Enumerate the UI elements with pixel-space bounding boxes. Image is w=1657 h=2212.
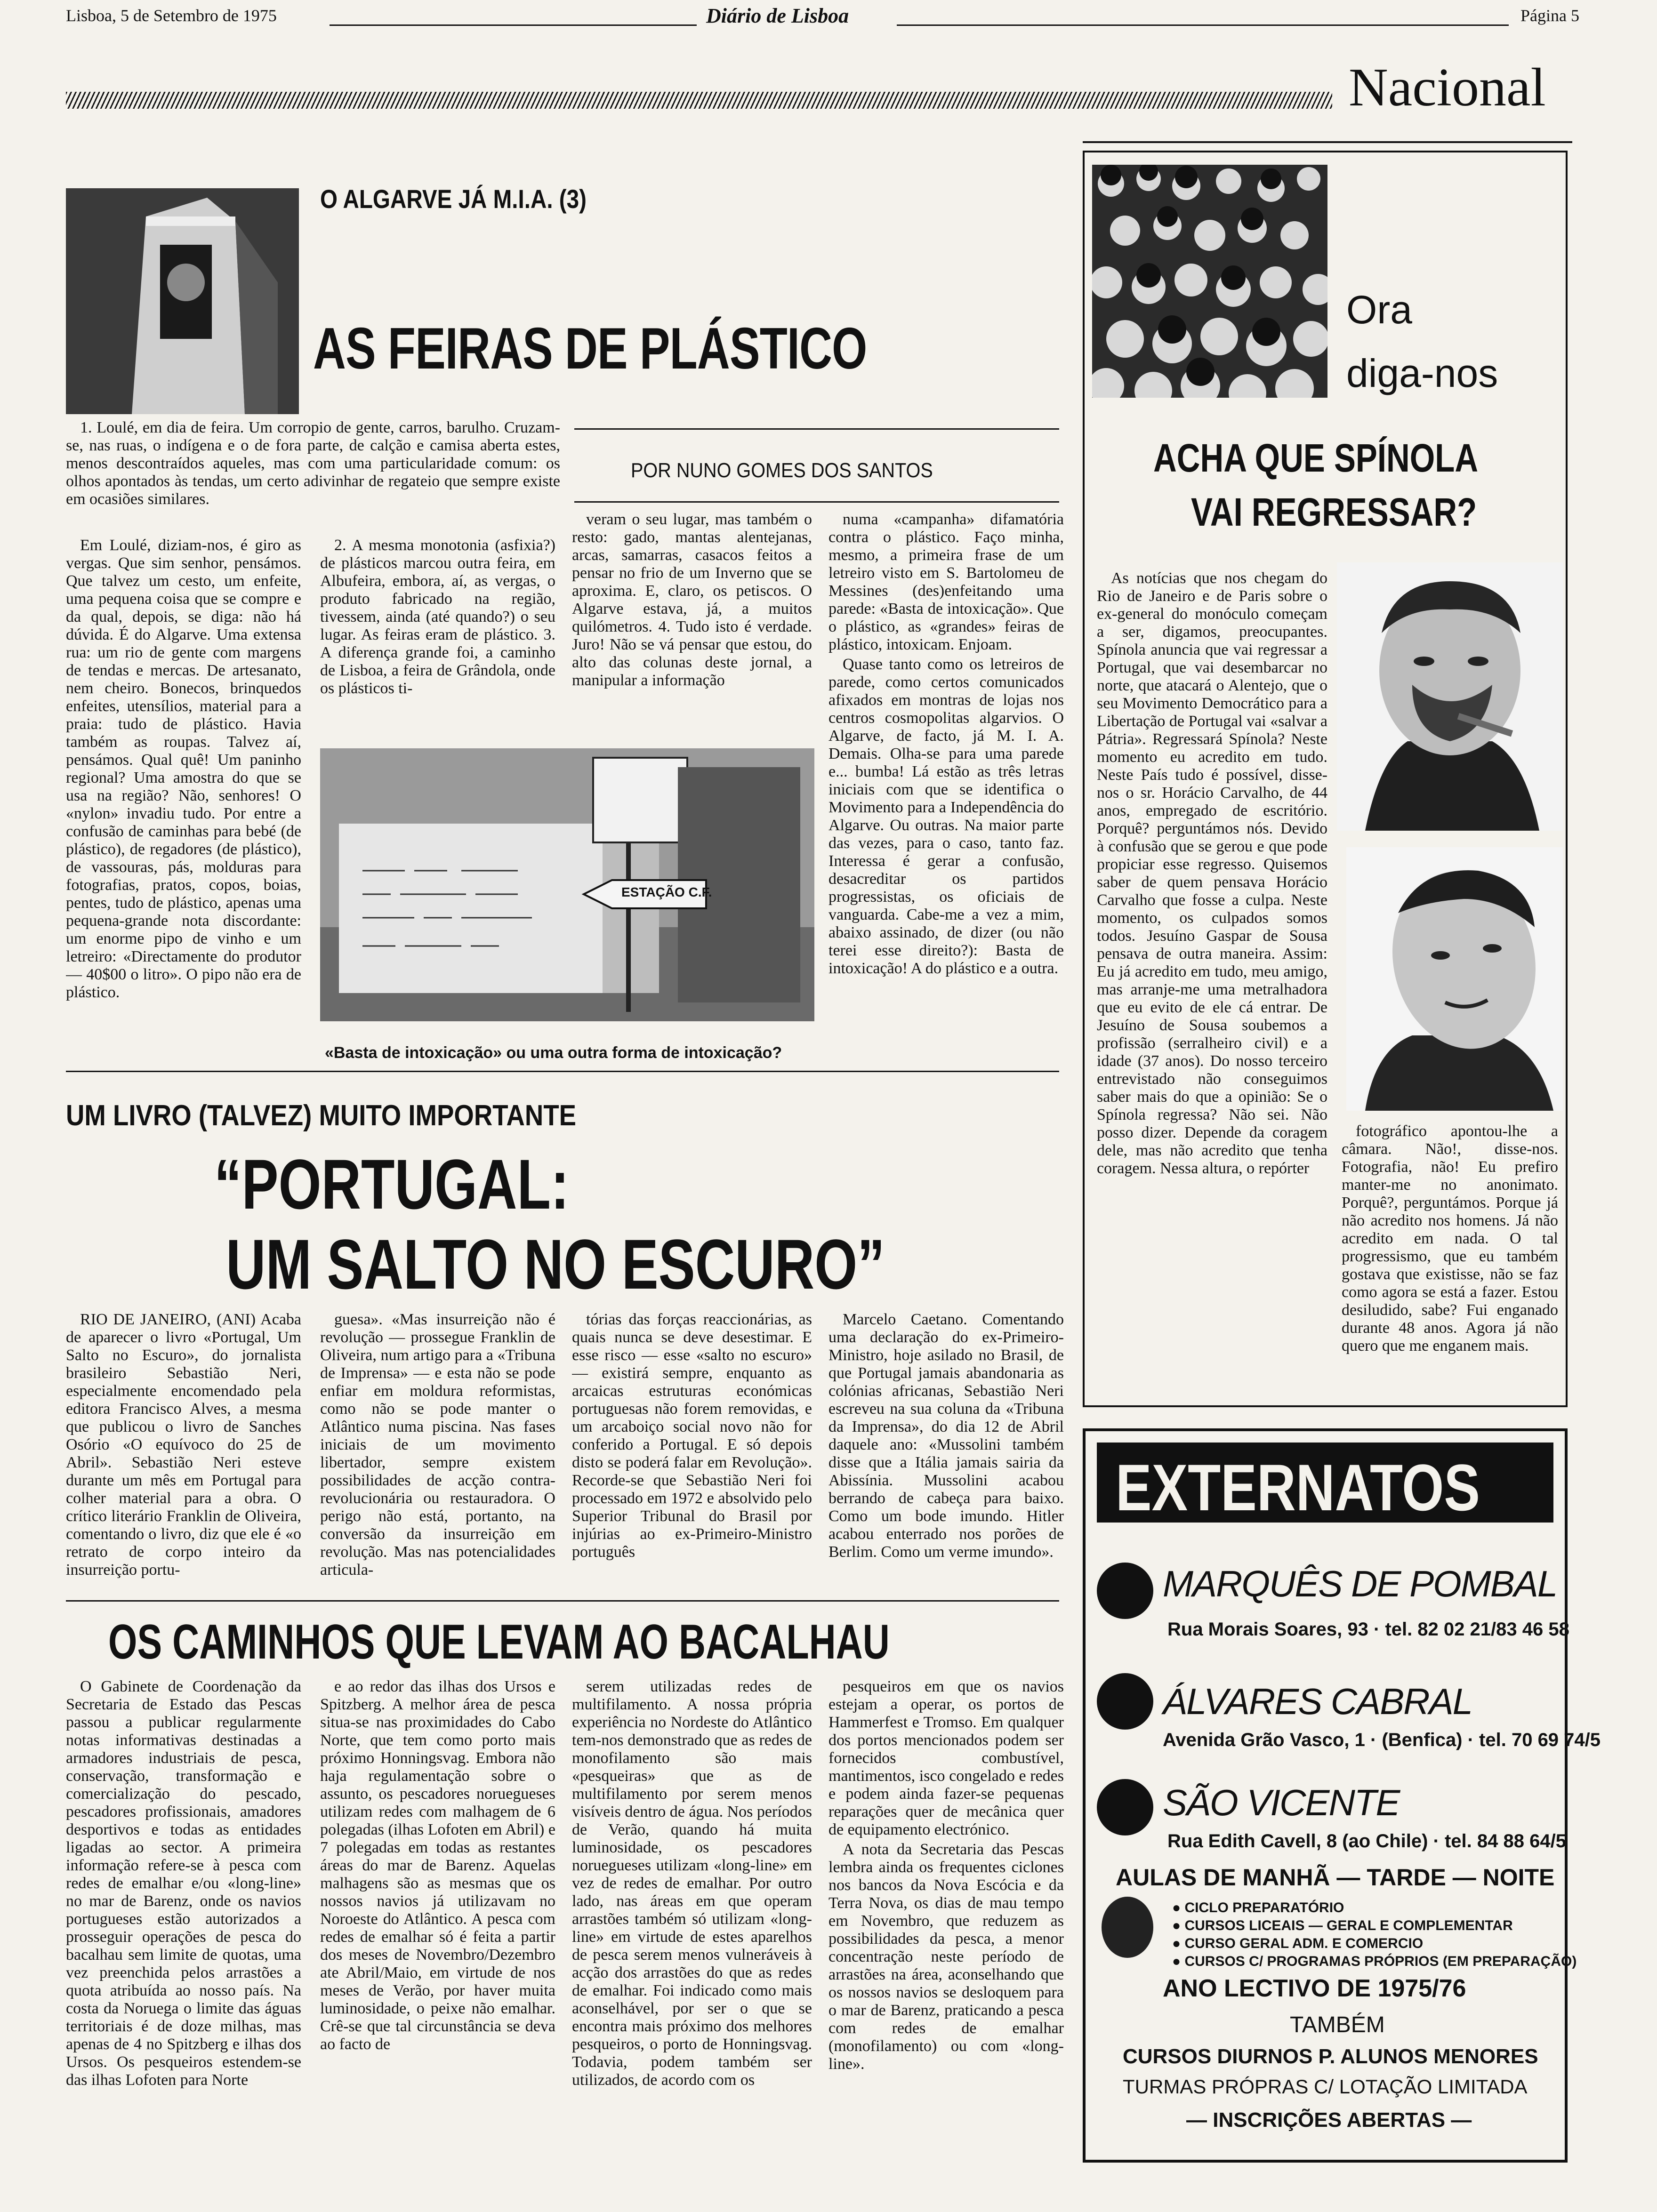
ora-title-line2: diga-nos — [1346, 351, 1498, 395]
livro-col1 — [66, 1311, 301, 1593]
bacalhau-col1-text: O Gabinete de Coordenação da Secretaria de Estado das Pescas passou a publicar regularmente notas informativas destinadas a armadores industriais de pesca, conservação, transformação e comercialização do pescado, pescadores profissionais, amadores desportivos e todas as entidades ligadas ao sector. A primeira informação refere-se à pesca com redes de emalhar e/ou «long-line» no mar de Barenz, onde os navios portugueses estão autorizados a prosseguir operações de pesca do bacalhau sem limite de quotas, uma vez preenchida pelos arrastões a quota atribuída ao nosso país. Na costa da Noruega o limite das águas territoriais é de doze milhas, mas apenas de 4 no Spitzberg e ilhas dos Ursos. Os pesqueiros estendem-se das ilhas Lofoten para Norte — [66, 1678, 301, 2089]
livro-kicker: UM LIVRO (TALVEZ) MUITO IMPORTANTE — [66, 1099, 577, 1132]
school3-name: SÃO VICENTE — [1163, 1782, 1400, 1823]
school2-name: ÁLVARES CABRAL — [1163, 1681, 1472, 1722]
course-item-label: CURSOS LICEAIS — GERAL E COMPLEMENTAR — [1184, 1918, 1513, 1933]
school1-address: Rua Morais Soares, 93 · tel. 82 02 21/83 46 58 — [1167, 1619, 1569, 1640]
livro-col4 — [828, 1311, 1064, 1593]
ora-col1 — [1097, 569, 1327, 1398]
school2-address: Avenida Grão Vasco, 1 · (Benfica) · tel. 70 69 74/5 — [1163, 1730, 1601, 1750]
graffiti-photo — [320, 748, 814, 1021]
inscricoes-abertas: — INSCRIÇÕES ABERTAS — — [1186, 2108, 1472, 2132]
cursos-diurnos: CURSOS DIURNOS P. ALUNOS MENORES — [1123, 2045, 1538, 2068]
bacalhau-title: OS CAMINHOS QUE LEVAM AO BACALHAU — [108, 1615, 890, 1669]
man-looking-up-photo — [1346, 847, 1563, 1111]
livro-bottom-rule — [66, 1600, 1059, 1602]
byline-rule-bottom — [574, 501, 1059, 503]
livro-col1-text: RIO DE JANEIRO, (ANI) Acaba de aparecer o livro «Portugal, Um Salto no Escuro», do jornalista brasileiro Sebastião Neri, especialmente encomendado pela editora Francisco Alves, a mesma que publicou o livro de Sanches Osório «O equívoco do 25 de Abril». Sebastião Neri esteve durante um mês em Portugal para colher material para a obra. O crítico literário Franklin de Oliveira, comentando o livro, diz que ele é «o retrato de corpo inteiro da insurreição portu- — [66, 1311, 301, 1579]
algarve-col2 — [320, 537, 555, 744]
man-with-cigar-photo — [1337, 562, 1563, 831]
bacalhau-col2-text: e ao redor das ilhas dos Ursos e Spitzberg. A melhor área de pesca situa-se nas proximidades do Cabo Norte, que tem como porto mais próximo Honningsvag. Embora não haja regulamentação sobre o assunto, os pescadores noruegueses utilizam redes com malhagem de 6 polegadas (ilhas Lofoten em Abril) e 7 polegadas em todas as restantes áreas do mar de Barenz. Aquelas malhagens são as mesmas que os nossos navios já utilizavam no Noroeste do Atlântico. A pesca com redes de emalhar só é feita a partir dos meses de Novembro/Dezembro ate Abril/Maio, em virtude de nos meses de Verão, por haver muita luminosidade, o peixe não emalhar. Crê-se que tal circunstância se deva ao facto de — [320, 1678, 555, 2053]
livro-col4-text: Marcelo Caetano. Comentando uma declaração do ex-Primeiro-Ministro, hoje asilado no Brasil, de que Portugal jamais abandonaria as colónias africanas, Sebastião Neri escreveu na sua coluna da «Tribuna da Imprensa», do dia 12 de Abril daquele ano: «Mussolini também disse que a Itália jamais sairia da Abissínia. Mussolini acabou berrando de cabeça para baixo. Como um bode imundo. Hitler acabou enterrado nos porões de Berlim. Como um verme imundo». — [828, 1311, 1064, 1561]
ora-question-line2: VAI REGRESSAR? — [1191, 490, 1477, 534]
tower-photo — [66, 188, 299, 414]
course-item: ● CURSOS LICEAIS — GERAL E COMPLEMENTAR — [1172, 1918, 1513, 1933]
algarve-kicker: O ALGARVE JÁ M.I.A. (3) — [320, 184, 587, 214]
turmas-proprias: TURMAS PRÓPRAS C/ LOTAÇÃO LIMITADA — [1123, 2076, 1528, 2098]
course-item: ● CICLO PREPARATÓRIO — [1172, 1900, 1344, 1915]
emblem-icon — [1102, 1897, 1153, 1958]
algarve-title: AS FEIRAS DE PLÁSTICO — [313, 316, 867, 381]
bacalhau-col4a-text: pesqueiros em que os navios estejam a operar, os portos de Hammerfest e Tromso. Em qualquer dos portos mencionados podem ser fornecidos combustível, mantimentos, isco congelado e redes e podem ainda fazer-se pequenas reparações quer de mecânica quer de equipamento electrónico. — [828, 1678, 1064, 1838]
algarve-lead — [66, 419, 560, 522]
school3-address: Rua Edith Cavell, 8 (ao Chile) · tel. 84 88 64/5 — [1167, 1831, 1566, 1851]
algarve-lead-text: 1. Loulé, em dia de feira. Um corropio de gente, carros, barulho. Cruzam-se, nas ruas, o indígena e o de fora parte, de calção e camisa aberta estes, menos descontraídos aqueles, mas com uma particularidade comum: os olhos apontados às tendas, um certo adivinhar de regateio que sempre existe em ocasiões similares. — [66, 419, 560, 508]
algarve-col3-text: veram o seu lugar, mas também o resto: gado, mantas alentejanas, arcas, samarras, casacos feitos a pensar no frio de um Inverno que se aproxima. E, claro, os petiscos. O Algarve estava, já, a muitos quilómetros. 4. Tudo isto é verdade. Juro! Não se vá pensar que estou, do alto das colunas deste jornal, a manipular a informação — [572, 511, 812, 689]
crowd-photo — [1092, 165, 1327, 398]
alvares-cabral-logo-icon — [1097, 1673, 1153, 1730]
algarve-col3 — [572, 511, 812, 746]
course-item-label: CURSOS C/ PROGRAMAS PRÓPRIOS (EM PREPARAÇÃO) — [1184, 1954, 1577, 1969]
byline-rule-top — [574, 428, 1059, 430]
sao-vicente-logo-icon — [1097, 1779, 1153, 1835]
algarve-byline: POR NUNO GOMES DOS SANTOS — [631, 459, 933, 482]
livro-title-line2: UM SALTO NO ESCURO” — [226, 1225, 885, 1304]
masthead-rule-right — [897, 24, 1509, 26]
masthead-page: Página 5 — [1520, 6, 1579, 25]
algarve-col1 — [66, 537, 301, 1064]
externatos-title: EXTERNATOS — [1116, 1451, 1480, 1524]
algarve-col1-text: Em Loulé, diziam-nos, é giro as vergas. Que sim senhor, pensámos. Que talvez um cesto, um enfeite, uma pequena coisa que se compre e da qual, depois, se diga: não há dúvida. É do Algarve. Uma extensa rua: um rio de gente com margens de tendas e mercas. De artesanato, nem cheiro. Bonecos, brinquedos enfeites, utensílios, material para a praia: tudo de plástico. Havia também as roupas. Talvez aí, pensámos. Qual quê! Um paninho regional? Uma amostra do que se usa na região? Não, senhores! O «nylon» invadiu tudo. Por entre a confusão de caminhas para bebé (de plástico), de regadores (de plástico), de vassouras, pás, molduras para fotografias, pratos, copos, boias, pentes, tudo de plástico, apenas uma pequena-grande nota discordante: um enorme pipo de vinho e um letreiro: «Directamente do produtor — 40$00 o litro». O pipo não era de plástico. — [66, 537, 301, 1001]
ora-title-line1: Ora — [1346, 288, 1413, 332]
course-item-label: CURSO GERAL ADM. E COMERCIO — [1184, 1936, 1424, 1951]
algarve-col4a-text: numa «campanha» difamatória contra o plástico. Faço minha, mesmo, a primeira frase de um letreiro visto em S. Bartolomeu de Messines (des)enfeitando uma parede: «Basta de intoxicação». Que o plástico, as «grandes» feiras de plástico, intoxicam. Enjoam. — [828, 511, 1064, 653]
livro-title-line1: “PORTUGAL: — [214, 1145, 569, 1224]
masthead-rule — [330, 24, 697, 26]
bacalhau-col3-text: serem utilizadas redes de multifilamento. A nossa própria experiência no Nordeste do Atlântico tem-nos demonstrado que as redes de monofilamento são mais «pesqueiras» que as de multifilamento por serem menos visíveis dentro de água. Nos períodos de Verão, quando há muita luminosidade, os pescadores noruegueses utilizam «long-line» em vez de redes de emalhar. Por outro lado, nas áreas em que operam arrastões também só utilizam «long-line» em virtude de estes aparelhos de pesca serem menos vulneráveis à acção dos arrastões do que as redes de emalhar. Foi indicado como mais aconselhável, por ser o que se encontra mais próximo dos melhores pesqueiros, o porto de Honningsvag. Todavia, podem também ser utilizados, de acordo com os — [572, 1678, 812, 2089]
ora-col1-text: As notícias que nos chegam do Rio de Janeiro e de Paris sobre o ex-general do monóculo começam a ser, digamos, preocupantes. Spínola anuncia que vai regressar a Portugal, que vai desembarcar no norte, que atacará o Alentejo, que o seu Movimento Democrático para a Libertação de Portugal vai «salvar a Pátria». Regressará Spínola? Neste momento eu acredito em tudo. Neste País tudo é possível, disse-nos o sr. Horácio Carvalho, de 44 anos, empregado de escritório. Porquê? perguntámos nós. Devido à confusão que se gerou e que pode propiciar esse regresso. Quisemos saber de quem pensava Horácio Carvalho que fosse a culpa. Neste momento, os culpados somos todos. Jesuíno Gaspar de Sousa pensava de outra maneira. Assim: Eu já acredito em tudo, meu amigo, mas arranje-me uma metralhadora que eu evito de ele cá entrar. De Jesuíno de Sousa soubemos a profissão (serralheiro civil) e a idade (37 anos). Do nosso terceiro entrevistado não conseguimos saber mais do que a opinião: Se o Spínola regressa? Não sei. Não posso dizer. Depende da coragem dele, mas não acredito que tenha coragem. Nessa altura, o repórter — [1097, 569, 1327, 1177]
section-rule — [1083, 141, 1572, 143]
livro-col2-text: guesa». «Mas insurreição não é revolução — prossegue Franklin de Oliveira, num artigo para a «Tribuna de Imprensa» — e esta não se pode enfiar em moldura reformistas, como não se pode manter o Atlântico numa piscina. Nas fases iniciais de um movimento libertador, sempre existem possibilidades de acção contra-revolucionária ou restauradora. O perigo não está, portanto, na conversão da insurreição em revolução. Mas nas potencialidades articula- — [320, 1311, 555, 1579]
section-hatch-band — [66, 92, 1332, 109]
school1-name: MARQUÊS DE POMBAL — [1163, 1563, 1557, 1604]
livro-col2 — [320, 1311, 555, 1593]
masthead-date: Lisboa, 5 de Setembro de 1975 — [66, 6, 277, 25]
bacalhau-col3 — [572, 1678, 812, 2191]
bacalhau-col1 — [66, 1678, 301, 2191]
livro-col3-text: tórias das forças reaccionárias, as quais nunca se deve desestimar. E esse risco — esse «salto no escuro» — existirá sempre, enquanto as arcaicas estruturas económicas portuguesas não forem removidas, e um arcaboiço social novo não for conferido a Portugal. E só depois disto se poderá falar em Revolução». Recorde-se que Sebastião Neri foi processado em 1972 e absolvido pelo Superior Tribunal do Brasil por injúrias ao ex-Primeiro-Ministro português — [572, 1311, 812, 1561]
courses-list — [1172, 1899, 1577, 1971]
tambem: TAMBÉM — [1290, 2012, 1385, 2037]
bacalhau-col2 — [320, 1678, 555, 2191]
algarve-col2-text: 2. A mesma monotonia (asfixia?) de plásticos marcou outra feira, em Albufeira, embora, aí, as vergas, o produto fabricado na região, tivessem, ainda (até quando?) o seu lugar. As feiras eram de plástico. 3. A diferença grande foi, a caminho de Lisboa, a feira de Grândola, onde os plásticos ti- — [320, 537, 555, 697]
course-item: ● CURSOS C/ PROGRAMAS PRÓPRIOS (EM PREPARAÇÃO) — [1172, 1954, 1577, 1969]
course-item-label: CICLO PREPARATÓRIO — [1184, 1900, 1344, 1915]
station-sign-text: ESTAÇÃO C.F. — [621, 885, 712, 899]
section-title: Nacional — [1349, 57, 1546, 118]
algarve-bottom-rule — [66, 1071, 1059, 1072]
ano-lectivo: ANO LECTIVO DE 1975/76 — [1163, 1975, 1466, 2002]
marques-pombal-logo-icon — [1097, 1563, 1153, 1619]
livro-col3 — [572, 1311, 812, 1593]
bacalhau-col4b-text: A nota da Secretaria das Pescas lembra ainda os frequentes ciclones nos bancos da Nova Escócia e da Terra Nova, os dias de mau tempo em Novembro, que reduzem as possibilidades da pesca, a menor concentração neste período de arrastões na área, aconselhando que os nossos navios se desloquem para o mar de Barenz, praticando a pesca com redes de emalhar (monofilamento) ou com «long-line». — [828, 1841, 1064, 2073]
ora-col2-text: fotográfico apontou-lhe a câmara. Não!, disse-nos. Fotografia, não! Eu prefiro manter-me no anonimato. Porquê?, perguntámos. Porque já não acredito nos homens. Já não acredito em nada. O tal progressismo, que eu também gostava que existisse, não se faz como agora se está a fazer. Estou desiludido, sabe? Fui enganado durante 48 anos. Agora já não quero que me enganem mais. — [1342, 1122, 1558, 1354]
aulas-line: AULAS DE MANHÃ — TARDE — NOITE — [1116, 1864, 1555, 1891]
course-item: ● CURSO GERAL ADM. E COMERCIO — [1172, 1936, 1424, 1951]
bacalhau-col4 — [828, 1678, 1064, 2191]
masthead-paper: Diário de Lisboa — [706, 4, 849, 27]
algarve-caption: «Basta de intoxicação» ou uma outra forma de intoxicação? — [325, 1044, 782, 1062]
algarve-col4 — [828, 511, 1064, 1064]
ora-question-line1: ACHA QUE SPÍNOLA — [1153, 436, 1479, 480]
algarve-col4b-text: Quase tanto como os letreiros de parede, como certos comunicados afixados em montras de lojas nos centros cosmopolitas algarvios. O Algarve, de facto, já M. I. A. Demais. Olha-se para uma parede e... bumba! Lá estão as três letras iniciais com que se identifica o Movimento para a Independência do Algarve. Ou outras. Na maior parte das vezes, para o caso, tanto faz. Interessa é gerar a confusão, desacreditar os partidos progressistas, os oficiais de vanguarda. Cabe-me a vez a mim, abaixo assinado, de dizer (ou não terei esse direito?): Basta de intoxicação! A do plástico e a outra. — [828, 656, 1064, 977]
ora-col2 — [1342, 1122, 1558, 1400]
